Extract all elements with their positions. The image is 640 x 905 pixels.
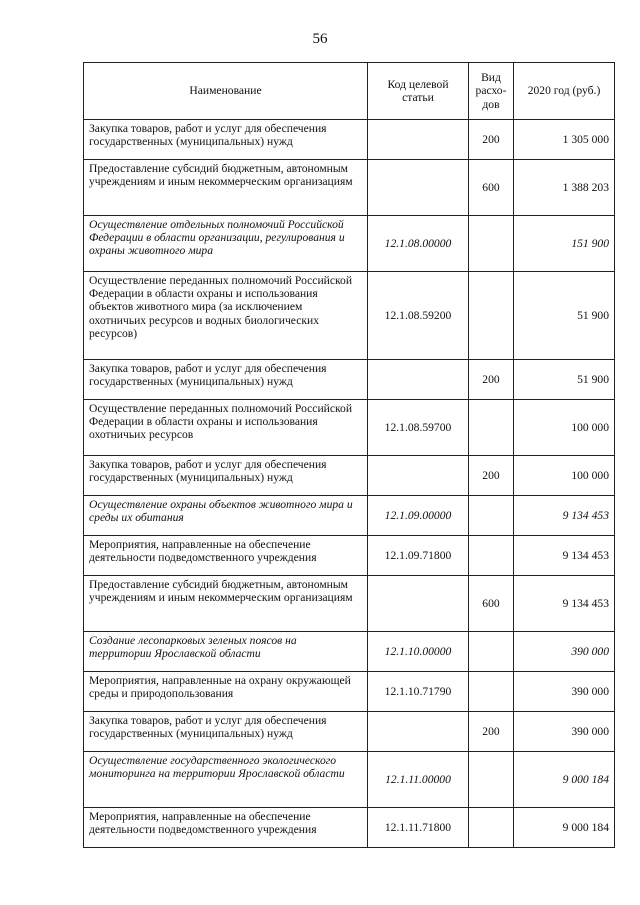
table-row: [84, 216, 615, 272]
row-amount-cell: 1 305 000: [514, 120, 615, 160]
row-expense-type-cell: 600: [469, 160, 514, 216]
table-row: [84, 272, 615, 360]
row-code-cell: 12.1.10.00000: [368, 632, 469, 672]
row-expense-type-cell: 200: [469, 712, 514, 752]
row-amount-cell: 9 134 453: [514, 576, 615, 632]
row-expense-type-cell: [469, 808, 514, 848]
table-row: [84, 536, 615, 576]
row-expense-type-cell: [469, 272, 514, 360]
row-amount-cell: 100 000: [514, 400, 615, 456]
row-code-cell: 12.1.09.00000: [368, 496, 469, 536]
row-expense-type-cell: 600: [469, 576, 514, 632]
budget-table: [83, 62, 615, 848]
row-name-cell: Осуществление переданных полномочий Российской Федерации в области охраны и использования охотничьих ресурсов: [84, 400, 368, 456]
row-amount-cell: 9 000 184: [514, 808, 615, 848]
row-amount-cell: 51 900: [514, 360, 615, 400]
table-row: [84, 456, 615, 496]
row-name-cell: Закупка товаров, работ и услуг для обеспечения государственных (муниципальных) нужд: [84, 120, 368, 160]
row-amount-cell: 9 000 184: [514, 752, 615, 808]
row-expense-type-cell: 200: [469, 360, 514, 400]
row-code-cell: 12.1.11.00000: [368, 752, 469, 808]
row-name-cell: Создание лесопарковых зеленых поясов на территории Ярославской области: [84, 632, 368, 672]
row-name-cell: Мероприятия, направленные на обеспечение деятельности подведомственного учреждения: [84, 808, 368, 848]
row-code-cell: [368, 160, 469, 216]
row-name-cell: Мероприятия, направленные на охрану окружающей среды и природопользования: [84, 672, 368, 712]
row-name-cell: Осуществление отдельных полномочий Российской Федерации в области организации, регулирования и охраны животного мира: [84, 216, 368, 272]
table-row: [84, 120, 615, 160]
table-row: [84, 160, 615, 216]
row-code-cell: 12.1.08.59200: [368, 272, 469, 360]
page-number: 56: [312, 31, 328, 47]
header-code: Код целевой статьи: [368, 63, 469, 120]
row-code-cell: 12.1.08.59700: [368, 400, 469, 456]
row-expense-type-cell: [469, 672, 514, 712]
row-expense-type-cell: [469, 632, 514, 672]
row-expense-type-cell: [469, 400, 514, 456]
table-row: [84, 360, 615, 400]
row-name-cell: Предоставление субсидий бюджетным, автономным учреждениям и иным некоммерческим организациям: [84, 576, 368, 632]
row-amount-cell: 1 388 203: [514, 160, 615, 216]
row-code-cell: [368, 120, 469, 160]
row-code-cell: [368, 456, 469, 496]
table-row: [84, 632, 615, 672]
row-name-cell: Закупка товаров, работ и услуг для обеспечения государственных (муниципальных) нужд: [84, 360, 368, 400]
row-code-cell: 12.1.10.71790: [368, 672, 469, 712]
table-body: [84, 120, 615, 848]
row-name-cell: Осуществление охраны объектов животного мира и среды их обитания: [84, 496, 368, 536]
row-amount-cell: 100 000: [514, 456, 615, 496]
row-name-cell: Мероприятия, направленные на обеспечение деятельности подведомственного учреждения: [84, 536, 368, 576]
row-name-cell: Осуществление государственного экологического мониторинга на территории Ярославской области: [84, 752, 368, 808]
row-name-cell: Закупка товаров, работ и услуг для обеспечения государственных (муниципальных) нужд: [84, 712, 368, 752]
row-amount-cell: 51 900: [514, 272, 615, 360]
table-row: [84, 752, 615, 808]
row-expense-type-cell: [469, 536, 514, 576]
row-amount-cell: 151 900: [514, 216, 615, 272]
header-name: Наименование: [84, 63, 368, 120]
row-name-cell: Предоставление субсидий бюджетным, автономным учреждениям и иным некоммерческим организациям: [84, 160, 368, 216]
row-amount-cell: 9 134 453: [514, 536, 615, 576]
row-expense-type-cell: 200: [469, 120, 514, 160]
row-amount-cell: 390 000: [514, 712, 615, 752]
row-expense-type-cell: [469, 496, 514, 536]
row-amount-cell: 390 000: [514, 632, 615, 672]
row-code-cell: 12.1.09.71800: [368, 536, 469, 576]
row-code-cell: [368, 576, 469, 632]
row-code-cell: [368, 712, 469, 752]
row-amount-cell: 390 000: [514, 672, 615, 712]
row-name-cell: Закупка товаров, работ и услуг для обеспечения государственных (муниципальных) нужд: [84, 456, 368, 496]
row-expense-type-cell: [469, 752, 514, 808]
table-row: [84, 496, 615, 536]
table-row: [84, 672, 615, 712]
table-row: [84, 712, 615, 752]
row-name-cell: Осуществление переданных полномочий Российской Федерации в области охраны и использования объектов животного мира (за исключением охотничьих ресурсов и водных биологических ресурсов): [84, 272, 368, 360]
row-expense-type-cell: 200: [469, 456, 514, 496]
row-code-cell: 12.1.08.00000: [368, 216, 469, 272]
table-row: [84, 808, 615, 848]
row-code-cell: 12.1.11.71800: [368, 808, 469, 848]
row-expense-type-cell: [469, 216, 514, 272]
row-amount-cell: 9 134 453: [514, 496, 615, 536]
table-header-row: [84, 63, 615, 120]
table-row: [84, 576, 615, 632]
header-expense-type: Вид расхо-дов: [469, 63, 514, 120]
table-row: [84, 400, 615, 456]
header-amount-2020: 2020 год (руб.): [514, 63, 615, 120]
row-code-cell: [368, 360, 469, 400]
